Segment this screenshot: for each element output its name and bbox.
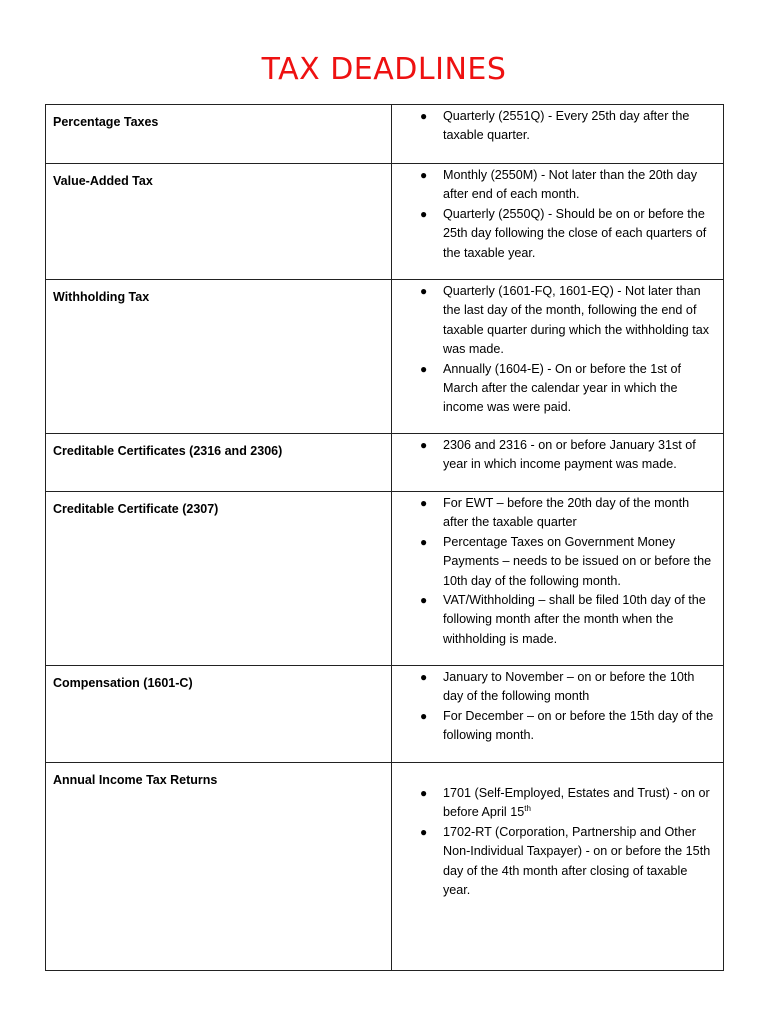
list-item bbox=[392, 823, 717, 901]
bullet-icon: ● bbox=[420, 708, 428, 723]
tax-type-label: Annual Income Tax Returns bbox=[53, 773, 218, 787]
bullet-icon: ● bbox=[420, 670, 428, 684]
bullet-icon: ● bbox=[420, 593, 428, 608]
table-row bbox=[46, 164, 724, 280]
list-item bbox=[392, 591, 717, 649]
page-title: TAX DEADLINES bbox=[261, 52, 507, 87]
tax-type-label: Percentage Taxes bbox=[53, 115, 159, 129]
deadline-text: January to November – on or before the 10th day of the following month bbox=[443, 670, 695, 704]
table-row bbox=[46, 763, 724, 971]
list-item bbox=[392, 533, 717, 591]
list-item bbox=[392, 205, 717, 263]
bullet-icon: ● bbox=[420, 168, 428, 182]
tax-type-label: Value-Added Tax bbox=[53, 174, 153, 188]
deadline-text: For EWT – before the 20th day of the month after the taxable quarter bbox=[443, 496, 690, 530]
list-item bbox=[392, 107, 717, 146]
bullet-icon: ● bbox=[420, 206, 428, 221]
tax-type-label: Creditable Certificates (2316 and 2306) bbox=[53, 444, 283, 458]
list-item bbox=[392, 436, 717, 475]
bullet-icon: ● bbox=[420, 361, 428, 376]
deadline-cell bbox=[392, 164, 724, 280]
tax-type-cell bbox=[46, 434, 392, 492]
bullet-icon: ● bbox=[420, 109, 428, 123]
deadline-list bbox=[392, 166, 717, 263]
bullet-icon: ● bbox=[420, 438, 428, 452]
tax-type-cell bbox=[46, 492, 392, 666]
deadline-cell bbox=[392, 492, 724, 666]
deadline-cell bbox=[392, 105, 724, 164]
tax-type-label: Creditable Certificate (2307) bbox=[53, 502, 219, 516]
deadline-cell bbox=[392, 666, 724, 763]
deadline-cell bbox=[392, 434, 724, 492]
deadline-text: VAT/Withholding – shall be filed 10th day of the following month after the month when the withholding is made. bbox=[443, 593, 706, 646]
deadline-text: Monthly (2550M) - Not later than the 20th day after end of each month. bbox=[443, 168, 698, 202]
deadline-text: Quarterly (2551Q) - Every 25th day after the taxable quarter. bbox=[443, 109, 690, 143]
tax-deadlines-table bbox=[45, 104, 724, 971]
deadline-list bbox=[392, 668, 717, 746]
list-item bbox=[392, 282, 717, 360]
list-item bbox=[392, 668, 717, 707]
deadline-list bbox=[392, 784, 717, 900]
table-row bbox=[46, 434, 724, 492]
list-item bbox=[392, 707, 717, 746]
tax-type-cell bbox=[46, 280, 392, 434]
deadline-text: Annually (1604-E) - On or before the 1st of March after the calendar year in which the income was were paid. bbox=[443, 361, 682, 415]
list-item bbox=[392, 360, 717, 418]
deadline-cell bbox=[392, 763, 724, 971]
deadline-text: Percentage Taxes on Government Money Payments – needs to be issued on or before the 10th day of the following month. bbox=[443, 534, 712, 588]
list-item bbox=[392, 166, 717, 205]
table-row bbox=[46, 492, 724, 666]
deadline-text: 1702-RT (Corporation, Partnership and Other Non-Individual Taxpayer) - on or before the 15th day of the 4th month after closing of taxable year. bbox=[443, 824, 711, 898]
tax-type-cell bbox=[46, 164, 392, 280]
list-item bbox=[392, 494, 717, 533]
tax-type-cell bbox=[46, 105, 392, 164]
deadline-cell bbox=[392, 280, 724, 434]
list-item bbox=[392, 784, 717, 823]
deadline-list bbox=[392, 107, 717, 146]
deadline-text: 1701 (Self-Employed, Estates and Trust) - on or before April 15 bbox=[443, 786, 710, 820]
bullet-icon: ● bbox=[420, 496, 428, 510]
deadline-text: Quarterly (2550Q) - Should be on or before the 25th day following the close of each quarters of the taxable year. bbox=[443, 206, 707, 260]
table-row bbox=[46, 666, 724, 763]
bullet-icon: ● bbox=[420, 284, 428, 298]
bullet-icon: ● bbox=[420, 534, 428, 549]
deadline-text: 2306 and 2316 - on or before January 31st of year in which income payment was made. bbox=[443, 438, 696, 472]
tax-type-label: Withholding Tax bbox=[53, 290, 150, 304]
tax-type-label: Compensation (1601-C) bbox=[53, 676, 193, 690]
table-row bbox=[46, 280, 724, 434]
ordinal-suffix: th bbox=[524, 804, 531, 814]
deadline-text: Quarterly (1601-FQ, 1601-EQ) - Not later than the last day of the month, following the end of taxable quarter during which the withholding tax was made. bbox=[443, 284, 710, 357]
deadline-list bbox=[392, 282, 717, 418]
tax-type-cell bbox=[46, 763, 392, 971]
deadline-list bbox=[392, 494, 717, 649]
bullet-icon: ● bbox=[420, 786, 428, 800]
deadline-list bbox=[392, 436, 717, 475]
deadline-text: For December – on or before the 15th day of the following month. bbox=[443, 708, 714, 743]
tax-type-cell bbox=[46, 666, 392, 763]
table-row bbox=[46, 105, 724, 164]
bullet-icon: ● bbox=[420, 824, 428, 839]
